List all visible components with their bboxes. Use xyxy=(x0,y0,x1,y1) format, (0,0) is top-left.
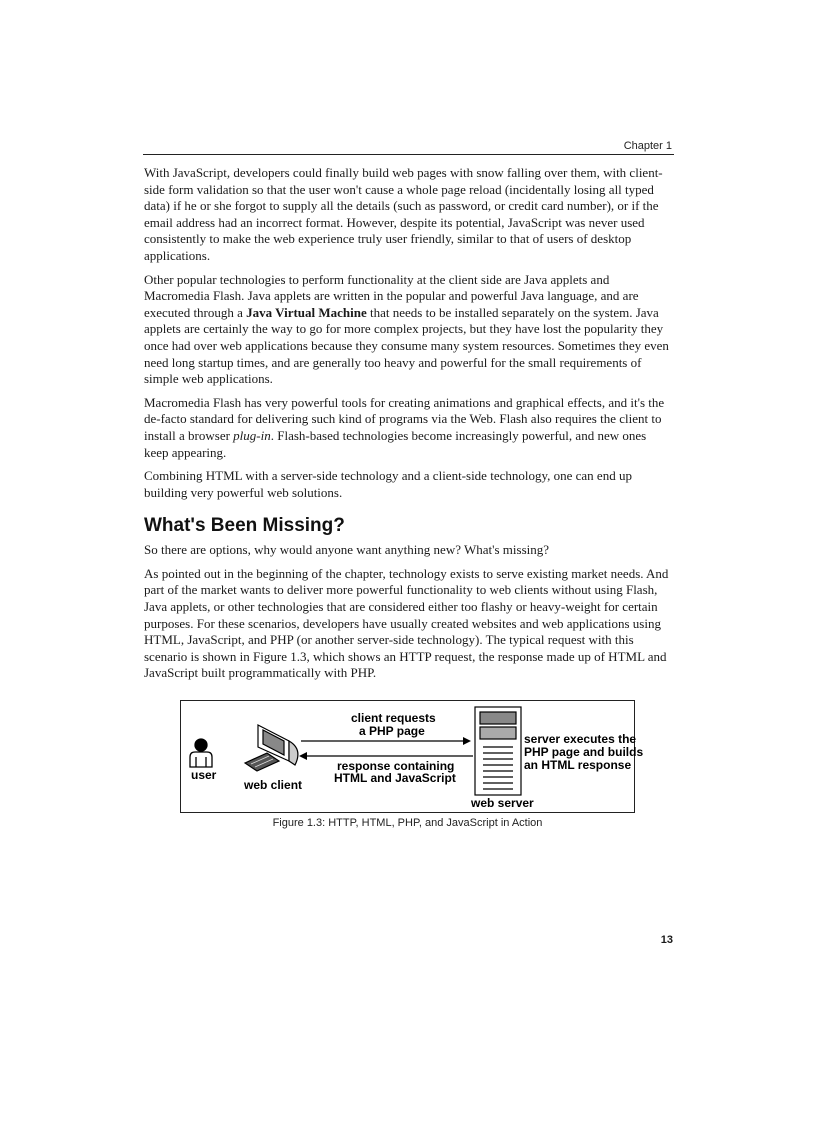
response-label-line1: response containing xyxy=(337,759,455,773)
figure-caption: Figure 1.3: HTTP, HTML, PHP, and JavaScript in Action xyxy=(272,817,543,829)
response-label-line2: HTML and JavaScript xyxy=(334,771,456,785)
user-icon xyxy=(190,739,212,767)
paragraph-java-applets-part1: Other popular technologies to perform functionality at the client side are Java applets and Macromedia Flash. Java applets are written in the popular and powerful Java language, and are executed through a xyxy=(144,271,639,320)
paragraph-java-applets-part2: that needs to be installed separately on the system. Java applets are certainly the way to go for more complex projects, but they have lost the popularity they once had over web applications because they consume many system resources. Sometimes they even need long startup times, and are generally too heavy and powerful for the small requirements of simple web applications. xyxy=(144,304,669,387)
chapter-label: Chapter 1 xyxy=(623,140,672,152)
computer-icon xyxy=(245,725,298,771)
running-header xyxy=(143,140,674,155)
paragraph-market: As pointed out in the beginning of the chapter, technology exists to serve existing market needs. And part of the market wants to deliver more powerful functionality to web clients without using Flash, Java applets, or other technologies that are considered either too flashy or heavy-weight for certain purposes. For these scenarios, developers have usually created websites and web applications using HTML, JavaScript, and PHP (or another server-side technology). The typical request with this scenario is shown in Figure 1.3, which shows an HTTP request, the response made up of HTML and JavaScript built programmatically with PHP. xyxy=(144,565,669,681)
page-number: 13 xyxy=(660,934,673,946)
paragraph-flash xyxy=(144,395,672,461)
server-note-line3: an HTML response xyxy=(524,758,632,772)
server-note-line1: server executes the xyxy=(524,732,637,746)
paragraph-options: So there are options, why would anyone want anything new? What's missing? xyxy=(144,542,550,558)
paragraph-flash-part1: Macromedia Flash has very powerful tools for creating animations and graphical effects, and it's the de-facto standard for delivering such kind of programs via the Web. Flash also requires the client to install a browser xyxy=(144,394,665,443)
request-arrow xyxy=(301,737,471,745)
java-virtual-machine-term: Java Virtual Machine xyxy=(246,304,367,320)
section-heading: What's Been Missing? xyxy=(144,515,345,537)
web-server-label: web server xyxy=(471,796,534,810)
paragraph-combining: Combining HTML with a server-side technology and a client-side technology, one can end up building very powerful web solutions. xyxy=(144,468,632,500)
user-label: user xyxy=(191,768,217,782)
plug-in-term: plug-in xyxy=(233,427,271,443)
figure-http-diagram xyxy=(180,700,644,813)
server-note-line2: PHP page and builds xyxy=(524,745,644,759)
web-client-label: web client xyxy=(244,778,303,792)
request-label-line1: client requests xyxy=(351,711,436,725)
paragraph-java-applets xyxy=(144,272,672,388)
server-icon xyxy=(475,707,521,795)
paragraph-flash-part2: . Flash-based technologies become increasingly powerful, and new ones keep appearing. xyxy=(144,427,647,460)
request-label-line2: a PHP page xyxy=(359,724,425,738)
body-text xyxy=(144,165,672,689)
paragraph-javascript: With JavaScript, developers could finally build web pages with snow falling over them, with client-side form validation so that the user won't cause a whole page reload (incidentally losing all typed data) if he or she forgot to supply all the details (such as password, or credit card number), or if the email address had an incorrect format. However, despite its potential, JavaScript was never used consistently to make the web experience truly user friendly, similar to that of users of desktop applications. xyxy=(144,165,663,263)
